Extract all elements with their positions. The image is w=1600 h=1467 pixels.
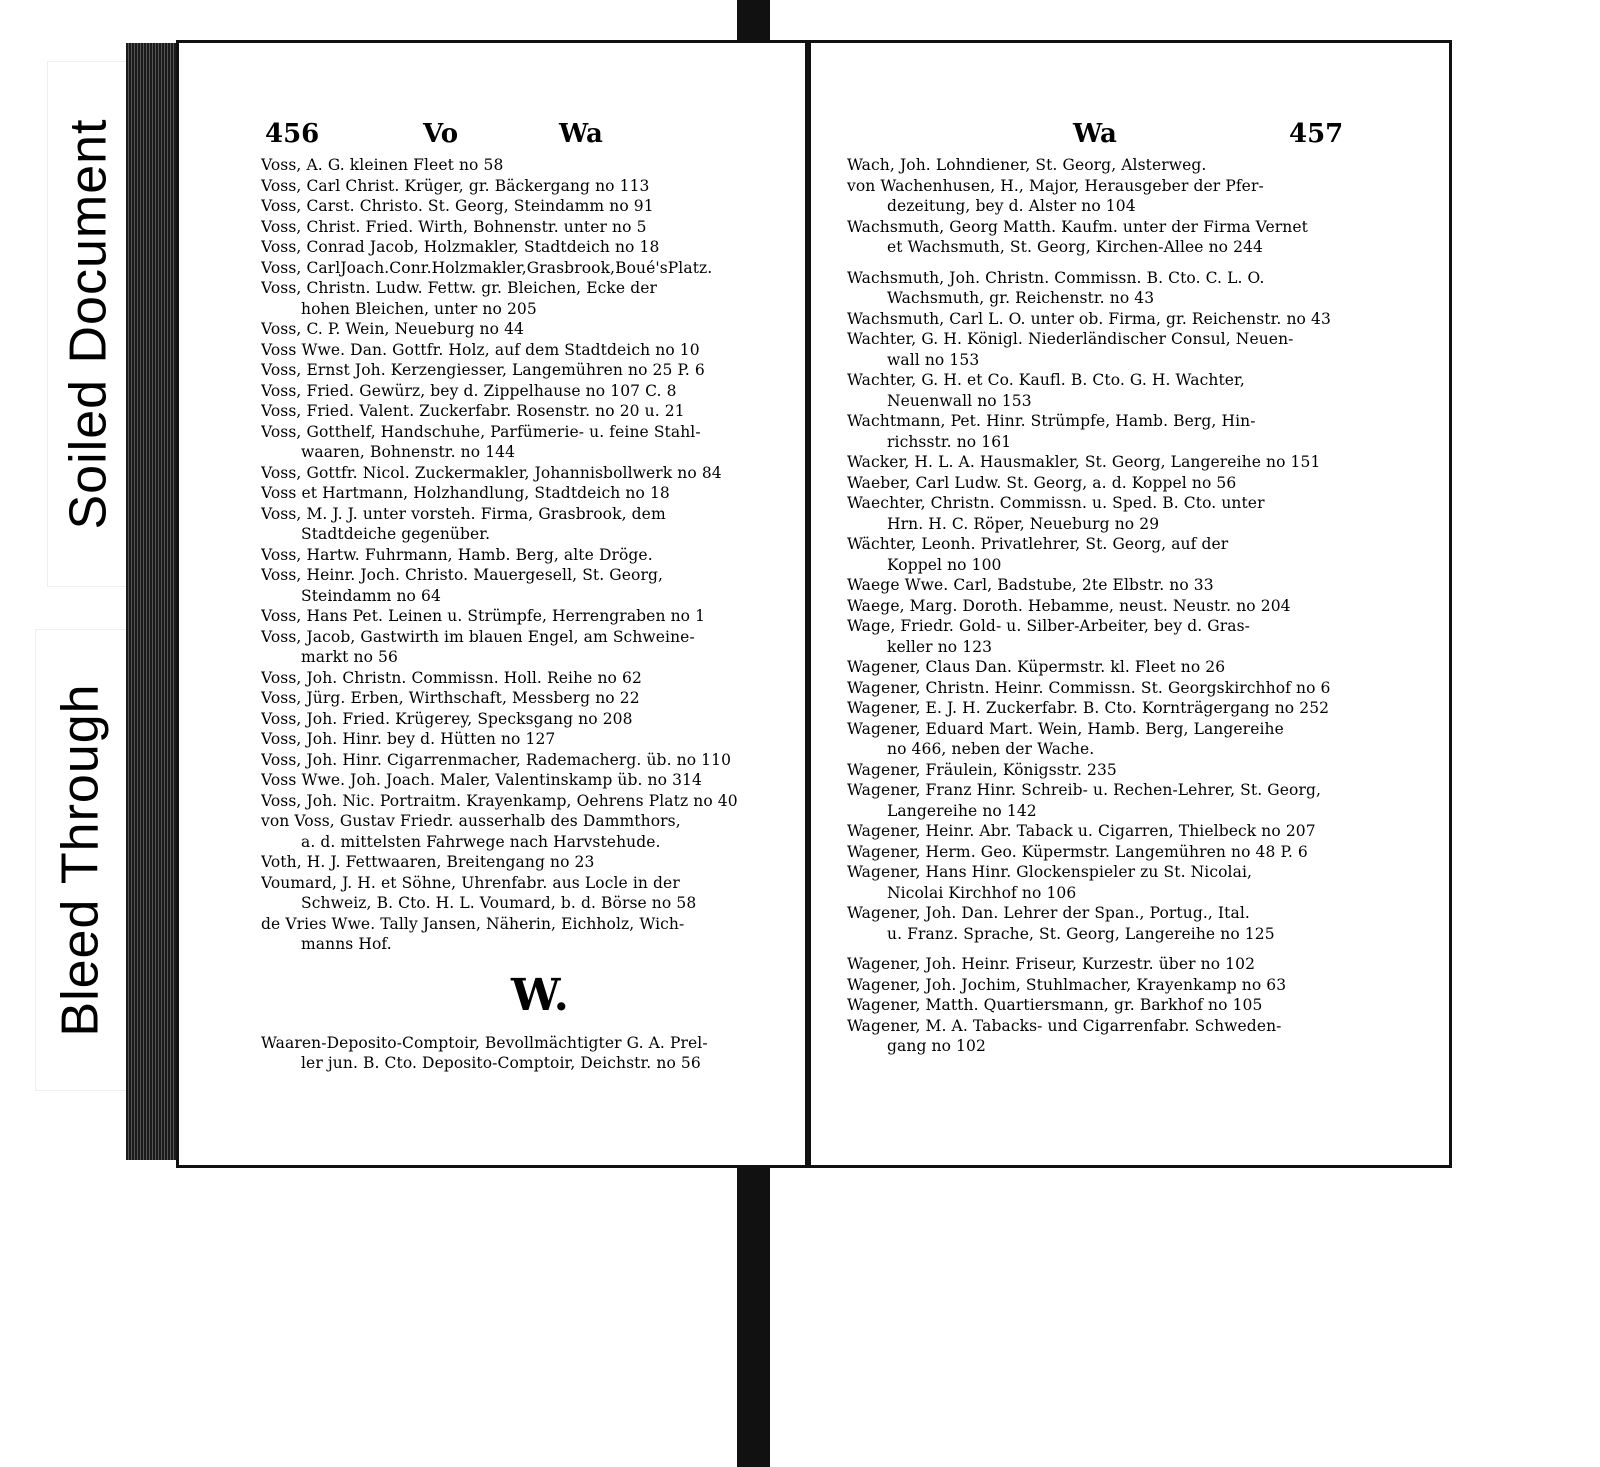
left-page-header bbox=[179, 119, 805, 159]
directory-entry bbox=[847, 780, 1347, 821]
entry-line: Wagener, Franz Hinr. Schreib- u. Rechen-Lehrer, St. Georg, bbox=[847, 781, 1322, 799]
entry-line: von Wachenhusen, H., Major, Herausgeber der Pfer- bbox=[847, 176, 1264, 195]
directory-entry bbox=[847, 657, 1347, 678]
directory-entry bbox=[261, 483, 779, 504]
entry-continuation-line: Wachsmuth, gr. Reichenstr. no 43 bbox=[887, 289, 1155, 307]
directory-entry bbox=[261, 319, 779, 340]
entry-continuation-line: keller no 123 bbox=[887, 637, 993, 656]
entry-continuation-line: Langereihe no 142 bbox=[887, 801, 1037, 820]
page-number: 456 bbox=[265, 119, 320, 149]
directory-entry bbox=[261, 914, 779, 955]
directory-entry bbox=[847, 903, 1347, 944]
entry-line: Waege Wwe. Carl, Badstube, 2te Elbstr. no 33 bbox=[847, 576, 1214, 594]
entry-spacer bbox=[847, 258, 1347, 268]
directory-entry bbox=[261, 545, 779, 566]
right-page bbox=[806, 40, 1452, 1168]
entry-continuation-line: waaren, Bohnenstr. no 144 bbox=[301, 443, 516, 461]
entry-line: Voumard, J. H. et Söhne, Uhrenfabr. aus Locle in der bbox=[261, 873, 680, 892]
entry-continuation-line: ler jun. B. Cto. Deposito-Comptoir, Deichstr. no 56 bbox=[301, 1054, 701, 1072]
entry-line: Wagener, Joh. Dan. Lehrer der Span., Portug., Ital. bbox=[847, 904, 1250, 922]
directory-entry bbox=[847, 411, 1347, 452]
right-page-header bbox=[811, 119, 1449, 159]
entry-line: Voss, Carl Christ. Krüger, gr. Bäckergang no 113 bbox=[261, 176, 650, 195]
directory-entry bbox=[261, 401, 779, 422]
bleed-through-text: Bleed Through bbox=[52, 683, 110, 1037]
directory-entry bbox=[261, 873, 779, 914]
entry-line: von Voss, Gustav Friedr. ausserhalb des Dammthors, bbox=[261, 812, 681, 830]
directory-entry bbox=[847, 176, 1347, 217]
directory-entry bbox=[261, 811, 779, 852]
entry-line: Wagener, Heinr. Abr. Taback u. Cigarren, Thielbeck no 207 bbox=[847, 822, 1316, 840]
entry-line: Voth, H. J. Fettwaaren, Breitengang no 23 bbox=[261, 853, 595, 871]
entry-line: Wachter, G. H. Königl. Niederländischer Consul, Neuen- bbox=[847, 330, 1294, 348]
entry-line: Voss, Joh. Christn. Commissn. Holl. Reihe no 62 bbox=[261, 668, 642, 687]
entry-continuation-line: dezeitung, bey d. Alster no 104 bbox=[887, 197, 1136, 215]
entry-line: Wagener, Christn. Heinr. Commissn. St. Georgskirchhof no 6 bbox=[847, 678, 1331, 697]
entry-line: Wachter, G. H. et Co. Kaufl. B. Cto. G. H. Wachter, bbox=[847, 371, 1245, 389]
entry-continuation-line: gang no 102 bbox=[887, 1037, 986, 1055]
directory-entry bbox=[847, 842, 1347, 863]
directory-entry bbox=[261, 422, 779, 463]
entry-line: Voss, Gottfr. Nicol. Zuckermakler, Johannisbollwerk no 84 bbox=[261, 463, 722, 482]
directory-entry bbox=[847, 452, 1347, 473]
entry-continuation-line: a. d. mittelsten Fahrwege nach Harvstehude. bbox=[301, 832, 661, 851]
entry-line: de Vries Wwe. Tally Jansen, Näherin, Eichholz, Wich- bbox=[261, 914, 685, 933]
directory-entry bbox=[847, 616, 1347, 657]
directory-entry bbox=[847, 217, 1347, 258]
running-head-center: Wa bbox=[1073, 119, 1117, 149]
entry-line: Voss, Fried. Gewürz, bey d. Zippelhause no 107 C. 8 bbox=[261, 381, 677, 400]
entry-line: Voss, M. J. J. unter vorsteh. Firma, Grasbrook, dem bbox=[261, 504, 666, 523]
entry-line: Wagener, Fräulein, Königsstr. 235 bbox=[847, 760, 1117, 779]
entry-line: Wachsmuth, Carl L. O. unter ob. Firma, gr. Reichenstr. no 43 bbox=[847, 309, 1331, 328]
directory-entry bbox=[261, 278, 779, 319]
entry-line: Voss et Hartmann, Holzhandlung, Stadtdeich no 18 bbox=[261, 484, 670, 502]
film-strip-bottom bbox=[737, 1150, 770, 1467]
entry-line: Waeber, Carl Ludw. St. Georg, a. d. Koppel no 56 bbox=[847, 473, 1237, 492]
entry-continuation-line: richsstr. no 161 bbox=[887, 432, 1012, 451]
directory-entries-left bbox=[261, 155, 779, 1074]
directory-entry bbox=[261, 340, 779, 361]
bleed-through-label bbox=[36, 630, 126, 1090]
directory-entry bbox=[847, 155, 1347, 176]
entry-continuation-line: hohen Bleichen, unter no 205 bbox=[301, 299, 537, 318]
directory-entry bbox=[261, 1033, 779, 1074]
entry-line: Wagener, E. J. H. Zuckerfabr. B. Cto. Kornträgergang no 252 bbox=[847, 699, 1330, 717]
entry-line: Voss, Joh. Nic. Portraitm. Krayenkamp, Oehrens Platz no 40 bbox=[261, 791, 738, 810]
directory-entry bbox=[261, 852, 779, 873]
entry-line: Voss, Ernst Joh. Kerzengiesser, Langemühren no 25 P. 6 bbox=[261, 361, 705, 379]
directory-entry bbox=[261, 668, 779, 689]
directory-entry bbox=[261, 237, 779, 258]
entry-continuation-line: Hrn. H. C. Röper, Neueburg no 29 bbox=[887, 514, 1160, 533]
entry-line: Wagener, Joh. Jochim, Stuhlmacher, Krayenkamp no 63 bbox=[847, 975, 1287, 994]
directory-entry bbox=[261, 196, 779, 217]
entry-continuation-line: Stadtdeiche gegenüber. bbox=[301, 525, 491, 543]
entry-line: Voss, Fried. Valent. Zuckerfabr. Rosenstr. no 20 u. 21 bbox=[261, 402, 685, 420]
directory-entry bbox=[261, 750, 779, 771]
entry-line: Voss, Joh. Hinr. bey d. Hütten no 127 bbox=[261, 730, 556, 748]
directory-entry bbox=[261, 770, 779, 791]
directory-entry bbox=[261, 258, 779, 279]
directory-entry bbox=[847, 493, 1347, 534]
directory-entry bbox=[847, 329, 1347, 370]
entry-spacer bbox=[847, 944, 1347, 954]
page-number: 457 bbox=[1289, 119, 1344, 149]
entry-line: Voss, A. G. kleinen Fleet no 58 bbox=[261, 156, 504, 174]
directory-entry bbox=[847, 1016, 1347, 1057]
entry-line: Wagener, Hans Hinr. Glockenspieler zu St. Nicolai, bbox=[847, 863, 1253, 881]
directory-entry bbox=[847, 821, 1347, 842]
entry-continuation-line: Nicolai Kirchhof no 106 bbox=[887, 883, 1077, 902]
book-page-edges bbox=[126, 43, 178, 1160]
directory-entry bbox=[261, 565, 779, 606]
entry-line: Voss, Hans Pet. Leinen u. Strümpfe, Herrengraben no 1 bbox=[261, 607, 706, 625]
running-head-right: Wa bbox=[559, 119, 603, 149]
directory-entry bbox=[847, 268, 1347, 309]
entry-line: Wagener, Herm. Geo. Küpermstr. Langemühren no 48 P. 6 bbox=[847, 842, 1308, 861]
entry-line: Waechter, Christn. Commissn. u. Sped. B. Cto. unter bbox=[847, 494, 1265, 512]
directory-entry bbox=[847, 954, 1347, 975]
entry-line: Waege, Marg. Doroth. Hebamme, neust. Neustr. no 204 bbox=[847, 596, 1291, 615]
directory-entry bbox=[261, 688, 779, 709]
entry-continuation-line: markt no 56 bbox=[301, 648, 398, 666]
entry-line: Voss, Christ. Fried. Wirth, Bohnenstr. unter no 5 bbox=[261, 217, 647, 236]
entry-line: Voss, Gotthelf, Handschuhe, Parfümerie- u. feine Stahl- bbox=[261, 422, 701, 441]
directory-entry bbox=[847, 678, 1347, 699]
entry-continuation-line: manns Hof. bbox=[301, 935, 392, 953]
directory-entry bbox=[261, 627, 779, 668]
directory-entry bbox=[847, 862, 1347, 903]
entry-line: Voss Wwe. Dan. Gottfr. Holz, auf dem Stadtdeich no 10 bbox=[261, 340, 700, 359]
entry-line: Voss, Conrad Jacob, Holzmakler, Stadtdeich no 18 bbox=[261, 238, 660, 256]
entry-line: Voss, Joh. Hinr. Cigarrenmacher, Rademacherg. üb. no 110 bbox=[261, 750, 732, 769]
entry-line: Wagener, Eduard Mart. Wein, Hamb. Berg, Langereihe bbox=[847, 719, 1284, 738]
running-head-left: Vo bbox=[423, 119, 459, 149]
entry-continuation-line: u. Franz. Sprache, St. Georg, Langereihe no 125 bbox=[887, 924, 1275, 943]
entry-line: Wach, Joh. Lohndiener, St. Georg, Alsterweg. bbox=[847, 156, 1207, 174]
directory-entry bbox=[261, 709, 779, 730]
directory-entry bbox=[261, 381, 779, 402]
directory-entries-right bbox=[847, 155, 1347, 1057]
entry-line: Voss, Hartw. Fuhrmann, Hamb. Berg, alte Dröge. bbox=[261, 545, 653, 564]
entry-line: Wachsmuth, Joh. Christn. Commissn. B. Cto. C. L. O. bbox=[847, 268, 1265, 287]
directory-entry bbox=[847, 698, 1347, 719]
directory-entry bbox=[261, 463, 779, 484]
entry-continuation-line: Neuenwall no 153 bbox=[887, 391, 1032, 410]
directory-entry bbox=[847, 473, 1347, 494]
directory-entry bbox=[847, 596, 1347, 617]
soiled-document-text: Soiled Document bbox=[59, 118, 117, 530]
entry-continuation-line: et Wachsmuth, St. Georg, Kirchen-Allee no 244 bbox=[887, 238, 1264, 256]
entry-line: Voss, Christn. Ludw. Fettw. gr. Bleichen, Ecke der bbox=[261, 279, 658, 297]
entry-continuation-line: no 466, neben der Wache. bbox=[887, 740, 1095, 758]
directory-entry bbox=[261, 360, 779, 381]
entry-continuation-line: Steindamm no 64 bbox=[301, 586, 441, 605]
entry-line: Voss, Joh. Fried. Krügerey, Specksgang no 208 bbox=[261, 709, 633, 728]
left-page bbox=[176, 40, 808, 1168]
entry-line: Voss, Carst. Christo. St. Georg, Steindamm no 91 bbox=[261, 197, 654, 215]
entry-continuation-line: Koppel no 100 bbox=[887, 555, 1002, 574]
entry-line: Wagener, M. A. Tabacks- und Cigarrenfabr. Schweden- bbox=[847, 1016, 1282, 1035]
entry-line: Wagener, Joh. Heinr. Friseur, Kurzestr. über no 102 bbox=[847, 955, 1256, 973]
entry-continuation-line: wall no 153 bbox=[887, 350, 980, 369]
directory-entry bbox=[847, 995, 1347, 1016]
directory-entry bbox=[261, 217, 779, 238]
section-letter-heading: W. bbox=[510, 969, 570, 1021]
entry-line: Voss Wwe. Joh. Joach. Maler, Valentinskamp üb. no 314 bbox=[261, 771, 702, 789]
entry-line: Voss, Jacob, Gastwirth im blauen Engel, am Schweine- bbox=[261, 627, 695, 646]
soiled-document-label bbox=[48, 62, 128, 586]
entry-line: Wächter, Leonh. Privatlehrer, St. Georg, auf der bbox=[847, 535, 1229, 553]
entry-line: Wage, Friedr. Gold- u. Silber-Arbeiter, bey d. Gras- bbox=[847, 617, 1251, 635]
entry-line: Voss, CarlJoach.Conr.Holzmakler,Grasbrook,Boué'sPlatz. bbox=[261, 258, 713, 277]
directory-entry bbox=[847, 719, 1347, 760]
directory-entry bbox=[847, 309, 1347, 330]
entry-line: Wacker, H. L. A. Hausmakler, St. Georg, Langereihe no 151 bbox=[847, 453, 1321, 471]
entry-line: Wagener, Claus Dan. Küpermstr. kl. Fleet no 26 bbox=[847, 658, 1226, 676]
directory-entry bbox=[847, 760, 1347, 781]
directory-entry bbox=[847, 370, 1347, 411]
entry-line: Voss, Heinr. Joch. Christo. Mauergesell, St. Georg, bbox=[261, 566, 664, 584]
directory-entry bbox=[261, 606, 779, 627]
directory-entry bbox=[261, 176, 779, 197]
directory-entry bbox=[261, 791, 779, 812]
entry-line: Wagener, Matth. Quartiersmann, gr. Barkhof no 105 bbox=[847, 996, 1263, 1014]
directory-entry bbox=[847, 534, 1347, 575]
entry-line: Voss, C. P. Wein, Neueburg no 44 bbox=[261, 320, 525, 338]
directory-entry bbox=[847, 575, 1347, 596]
entry-line: Wachsmuth, Georg Matth. Kaufm. unter der Firma Vernet bbox=[847, 217, 1308, 236]
entry-continuation-line: Schweiz, B. Cto. H. L. Voumard, b. d. Börse no 58 bbox=[301, 894, 697, 912]
entry-line: Voss, Jürg. Erben, Wirthschaft, Messberg no 22 bbox=[261, 689, 640, 707]
entry-line: Waaren-Deposito-Comptoir, Bevollmächtigter G. A. Prel- bbox=[261, 1033, 708, 1052]
entry-line: Wachtmann, Pet. Hinr. Strümpfe, Hamb. Berg, Hin- bbox=[847, 412, 1256, 430]
directory-entry bbox=[261, 504, 779, 545]
directory-entry bbox=[261, 729, 779, 750]
directory-entry bbox=[261, 155, 779, 176]
directory-entry bbox=[847, 975, 1347, 996]
